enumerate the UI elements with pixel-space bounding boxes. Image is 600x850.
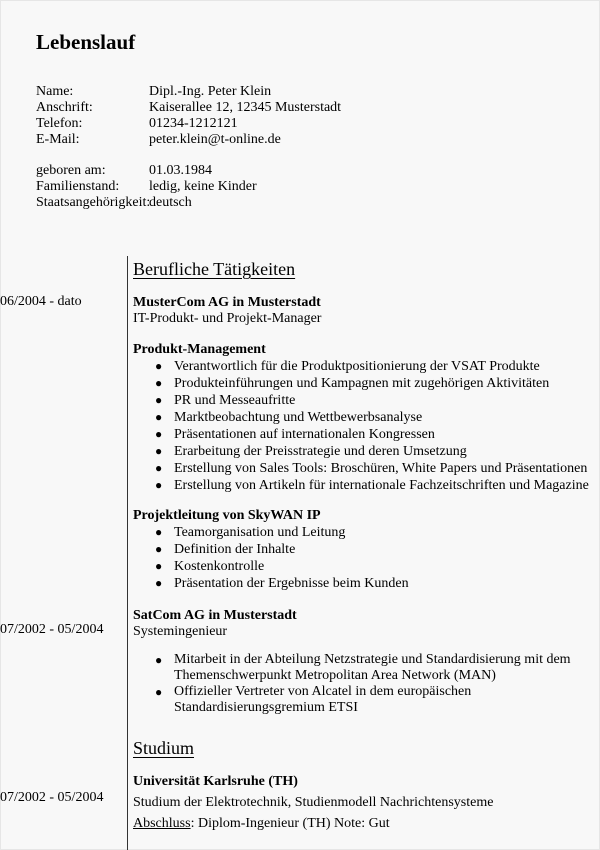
role-job-2: Systemingenieur: [133, 624, 228, 639]
value-phone: 01234-1212121: [149, 116, 238, 131]
date-study: 07/2002 - 05/2004: [0, 790, 104, 805]
value-email[interactable]: peter.klein@t-online.de: [149, 132, 281, 147]
list-item: ● Definition der Inhalte: [155, 542, 296, 557]
label-email: E-Mail:: [36, 132, 80, 147]
page-title: Lebenslauf: [36, 30, 136, 54]
bullet-icon: ●: [155, 525, 163, 539]
label-nationality: Staatsangehörigkeit:: [36, 195, 151, 210]
list-item: ● Teamorganisation und Leitung: [155, 525, 346, 540]
list-item: ● Produkteinführungen und Kampagnen mit zugehörigen Aktivitäten: [155, 376, 550, 391]
bullet-icon: ●: [155, 359, 163, 373]
list-item: ● Verantwortlich für die Produktpositionierung der VSAT Produkte: [155, 359, 540, 374]
list-job-2: [133, 652, 571, 716]
list-item: ● Mitarbeit in der Abteilung Netzstrategie und Standardisierung mit dem Themenschwerpunkt Metropolitan Area Network (MAN): [155, 652, 571, 683]
section-heading-study: Studium: [133, 738, 195, 758]
list-item: ● Präsentationen auf internationalen Kongressen: [155, 427, 435, 442]
list-item: ● Erstellung von Sales Tools: Broschüren, White Papers und Präsentationen: [155, 461, 588, 476]
role-job-1: IT-Produkt- und Projekt-Manager: [133, 311, 322, 326]
value-birthdate: 01.03.1984: [149, 163, 212, 178]
bullet-icon: ●: [155, 542, 163, 556]
date-job-1: 06/2004 - dato: [0, 294, 82, 309]
list-item: ● Kostenkontrolle: [155, 559, 265, 574]
bullet-icon: ●: [155, 393, 163, 407]
list-item: ● Offizieller Vertreter von Alcatel in dem europäischen Standardisierungsgremium ETSI: [155, 684, 472, 715]
degree-value: : Diplom-Ingenieur (TH) Note: Gut: [190, 816, 390, 831]
bullet-icon: ●: [155, 559, 163, 573]
group-title-project-lead: Projektleitung von SkyWAN IP: [133, 508, 321, 523]
list-item: ● PR und Messeaufritte: [155, 393, 296, 408]
list-item: ● Präsentation der Ergebnisse beim Kunden: [155, 576, 409, 591]
list-item: ● Erarbeitung der Preisstrategie und deren Umsetzung: [155, 444, 467, 459]
bullet-icon: ●: [155, 427, 163, 441]
label-phone: Telefon:: [36, 116, 83, 131]
university: Universität Karlsruhe (TH): [133, 774, 298, 789]
bullet-icon: ●: [155, 478, 163, 492]
bullet-icon: ●: [155, 410, 163, 424]
timeline-divider: [127, 256, 128, 850]
label-marital-status: Familienstand:: [36, 179, 120, 194]
date-job-2: 07/2002 - 05/2004: [0, 622, 104, 637]
list-item: ● Erstellung von Artikeln für internationale Fachzeitschriften und Magazine: [155, 478, 589, 493]
label-birthdate: geboren am:: [36, 163, 106, 178]
value-nationality: deutsch: [149, 195, 192, 210]
label-name: Name:: [36, 84, 74, 99]
company-job-1: MusterCom AG in Musterstadt: [133, 295, 321, 310]
section-heading-work: Berufliche Tätigkeiten: [133, 259, 296, 279]
course: Studium der Elektrotechnik, Studienmodell Nachrichtensysteme: [133, 795, 494, 810]
label-address: Anschrift:: [36, 100, 93, 115]
list-item: ● Marktbeobachtung und Wettbewerbsanalyse: [155, 410, 423, 425]
bullet-icon: ●: [155, 461, 163, 475]
bullet-icon: ●: [155, 444, 163, 458]
group-title-product-management: Produkt-Management: [133, 342, 266, 357]
degree: [133, 816, 390, 832]
value-marital-status: ledig, keine Kinder: [149, 179, 257, 194]
bullet-icon: ●: [155, 685, 163, 699]
degree-label: Abschluss: [133, 816, 191, 831]
bullet-icon: ●: [155, 653, 163, 667]
value-address: Kaiserallee 12, 12345 Musterstadt: [149, 100, 342, 115]
company-job-2: SatCom AG in Musterstadt: [133, 608, 297, 623]
bullet-icon: ●: [155, 576, 163, 590]
value-name: Dipl.-Ing. Peter Klein: [149, 84, 272, 99]
list-project-lead: [133, 524, 409, 592]
list-product-management: [133, 358, 589, 494]
bullet-icon: ●: [155, 376, 163, 390]
